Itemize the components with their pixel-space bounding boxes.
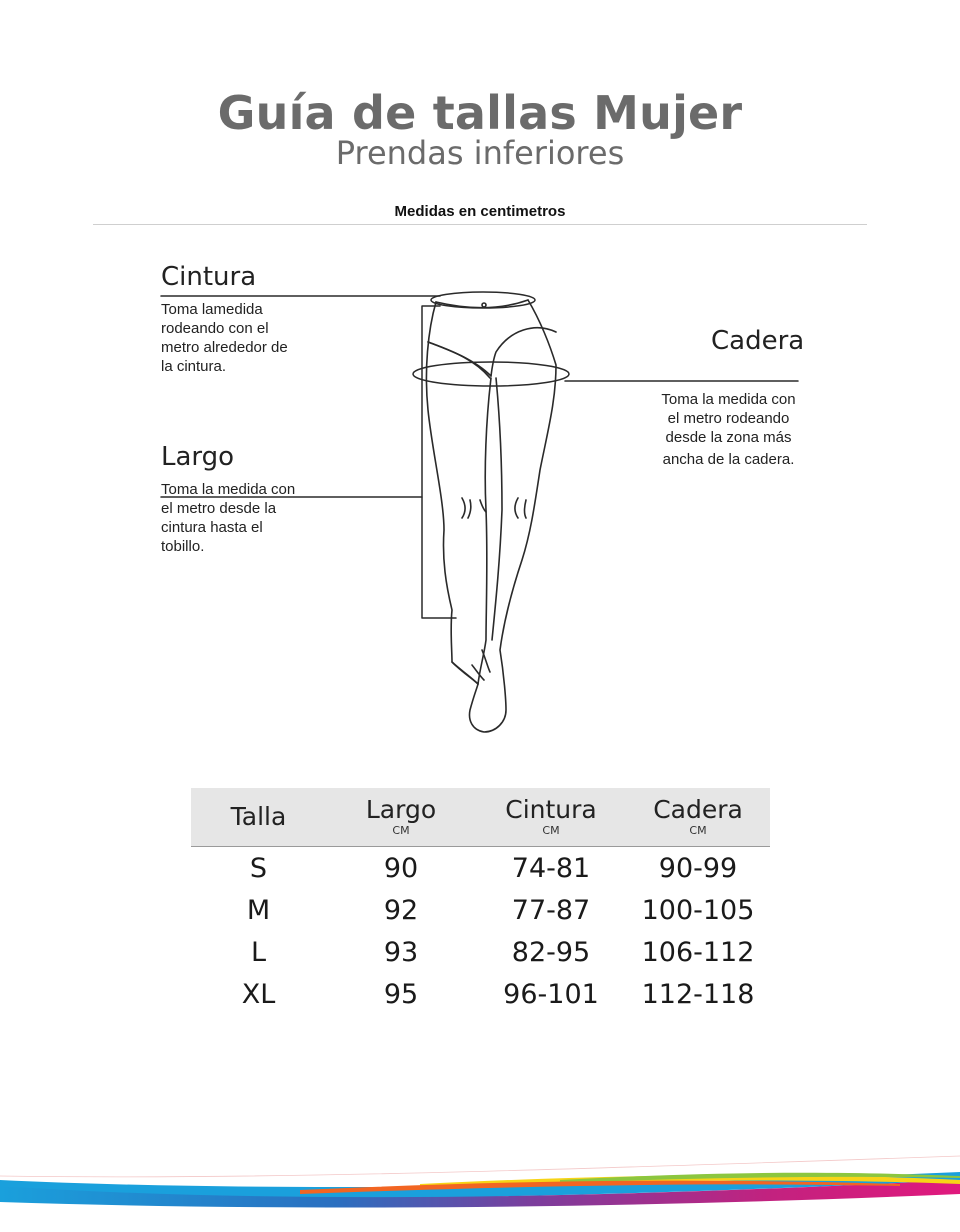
header-unit: CM: [542, 824, 560, 837]
header-cadera: [626, 788, 770, 847]
cell-cintura: 74-81: [476, 847, 626, 890]
header-label: Largo: [365, 795, 437, 824]
cell-largo: 92: [383, 894, 419, 926]
cintura-description-line: la cintura.: [161, 358, 227, 375]
largo-description: [161, 480, 295, 556]
cadera-description-line: ancha de la cadera.: [662, 451, 795, 468]
largo-description-line: el metro desde la: [161, 500, 277, 517]
table-row: [191, 931, 770, 973]
size-table-header-row: [191, 788, 770, 847]
largo-description-line: Toma la medida con: [161, 481, 296, 498]
table-row: [191, 889, 770, 931]
table-row: [191, 973, 770, 1015]
cell-cintura: 96-101: [503, 978, 599, 1010]
cintura-title: Cintura: [161, 262, 257, 292]
cell-talla: M: [246, 894, 271, 926]
page-subtitle: Prendas inferiores: [335, 134, 625, 172]
header-label: Talla: [230, 802, 287, 831]
largo-description-line: tobillo.: [161, 538, 205, 555]
cell-cintura: 82-95: [511, 936, 591, 968]
table-row: [191, 847, 770, 890]
cell-cadera: 100-105: [641, 894, 755, 926]
cell-cintura: 77-87: [511, 894, 591, 926]
cintura-description-line: rodeando con el: [161, 320, 269, 337]
cell-talla: S: [191, 847, 326, 890]
cadera-description-line: desde la zona más: [665, 429, 792, 446]
cell-cadera: 106-112: [641, 936, 755, 968]
header-label: Cadera: [653, 795, 743, 824]
cell-talla: XL: [241, 978, 276, 1010]
cadera-description-line: el metro rodeando: [667, 410, 790, 427]
header-largo: [326, 788, 476, 847]
cintura-description-line: metro alrededor de: [161, 339, 288, 356]
largo-title: Largo: [161, 442, 235, 472]
cintura-description-line: Toma lamedida: [161, 301, 263, 318]
cintura-description: [161, 300, 288, 376]
waist-measure-ellipse: [431, 292, 535, 308]
size-table: [191, 788, 770, 1015]
units-note: Medidas en centimetros: [394, 203, 566, 220]
cell-largo: 95: [383, 978, 419, 1010]
cell-talla: L: [250, 936, 267, 968]
cell-largo: 90: [326, 847, 476, 890]
header-talla: [191, 788, 326, 847]
header-unit: CM: [392, 824, 410, 837]
header-unit: CM: [689, 824, 707, 837]
cell-largo: 93: [383, 936, 419, 968]
header-label: Cintura: [505, 795, 597, 824]
cadera-description: [646, 390, 811, 469]
cadera-title: Cadera: [711, 326, 805, 356]
footer-swoosh: [0, 1150, 960, 1232]
cell-cadera: 90-99: [626, 847, 770, 890]
cadera-description-line: Toma la medida con: [661, 391, 796, 408]
header-cintura: [476, 788, 626, 847]
cell-cadera: 112-118: [641, 978, 755, 1010]
page-title: Guía de tallas Mujer: [217, 86, 743, 140]
largo-description-line: cintura hasta el: [161, 519, 263, 536]
